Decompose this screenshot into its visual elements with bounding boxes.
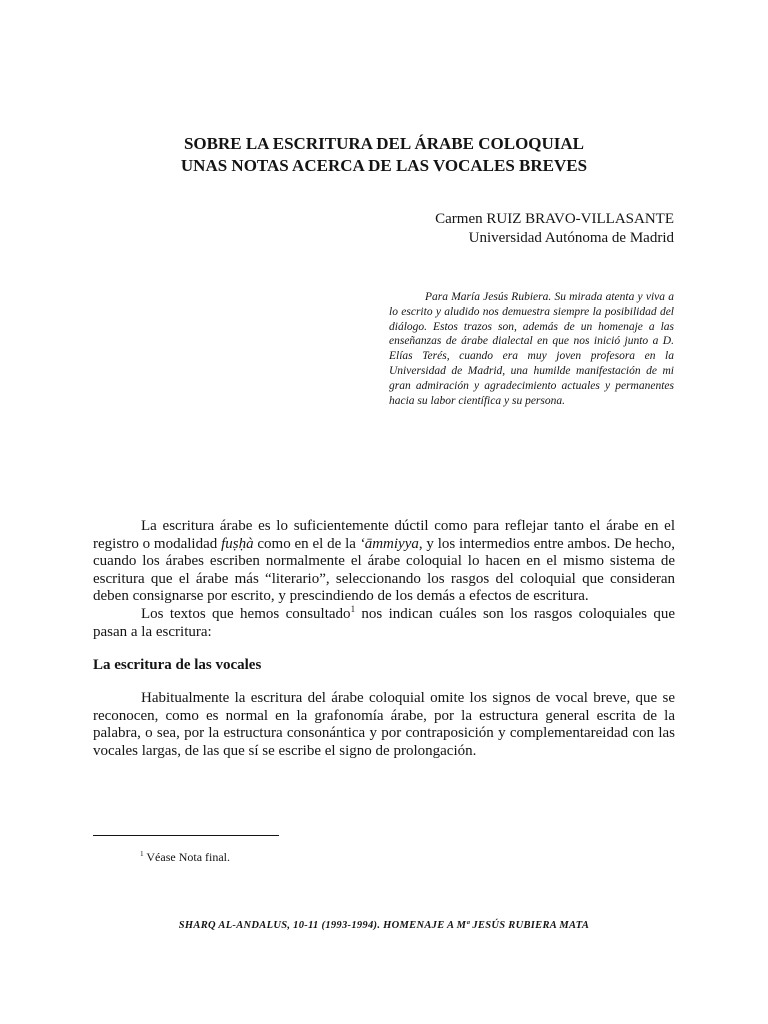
intro-section [93,518,675,641]
paragraph-2-part-2: nos indican cuáles son los rasgos coloquiales que pasan a la escritura: [93,605,676,640]
footnote-reference[interactable]: 1 [350,603,356,614]
author-name: Carmen RUIZ BRAVO-VILLASANTE [435,211,674,227]
paragraph-2-part-1: Los textos que hemos consultado [141,605,351,622]
footnote-text: Véase Nota final. [143,850,231,864]
running-footer: SHARQ AL-ANDALUS, 10-11 (1993-1994). HOMENAJE A Mª JESÚS RUBIERA MATA [178,920,590,931]
paragraph-1 [93,518,675,606]
term-fusha: fuṣḥà [221,535,254,552]
footnote [140,850,230,865]
footnote-divider [93,835,279,836]
author-affiliation: Universidad Autónoma de Madrid [468,230,674,246]
article-title [0,133,768,177]
author-block [435,210,674,248]
vowels-section [93,690,675,760]
dedication-epigraph: Para María Jesús Rubiera. Su mirada atenta y viva a lo escrito y aludido nos demuestra siempre la posibilidad del diálogo. Estos trazos son, además de un homenaje a las enseñanzas de árabe dialectal en que nos inició junto a D. Elías Terés, cuando era muy joven profesora en la Universidad de Madrid, una humilde manifestación de mi gran admiración y agradecimiento actuales y permanentes hacia su labor científica y su persona. [389,291,674,407]
term-ammiyya: ‘āmmiyya [359,535,419,552]
paragraph-2 [93,603,676,641]
title-line-2: UNAS NOTAS ACERCA DE LAS VOCALES BREVES [180,156,588,175]
footnote-marker: 1 [140,850,144,858]
paragraph-1-part-1: La escritura árabe es lo suficientemente dúctil como para reflejar tanto el árabe en el registro o modalidad [93,518,675,552]
paragraph-1-part-3: , y los intermedios entre ambos. De hecho, cuando los árabes escriben normalmente el árabe coloquial lo hacen en el mismo sistema de escritura que el árabe más “literario”, seleccionando los rasgos del coloquial que consideran deben consignarse por escrito, y prescindiendo de los demás a efectos de escritura. [93,535,676,605]
paragraph-1-part-2: como en el de la [253,535,360,552]
paragraph-3: Habitualmente la escritura del árabe coloquial omite los signos de vocal breve, que se reconocen, como es normal en la grafonomía árabe, por la estructura general escrita de la palabra, o sea, por la estructura consonántica y por contraposición y complementareidad con las vocales largas, de las que sí se escribe el signo de prolongación. [93,690,675,759]
title-line-1: SOBRE LA ESCRITURA DEL ÁRABE COLOQUIAL [183,134,585,153]
section-heading: La escritura de las vocales [93,657,262,673]
